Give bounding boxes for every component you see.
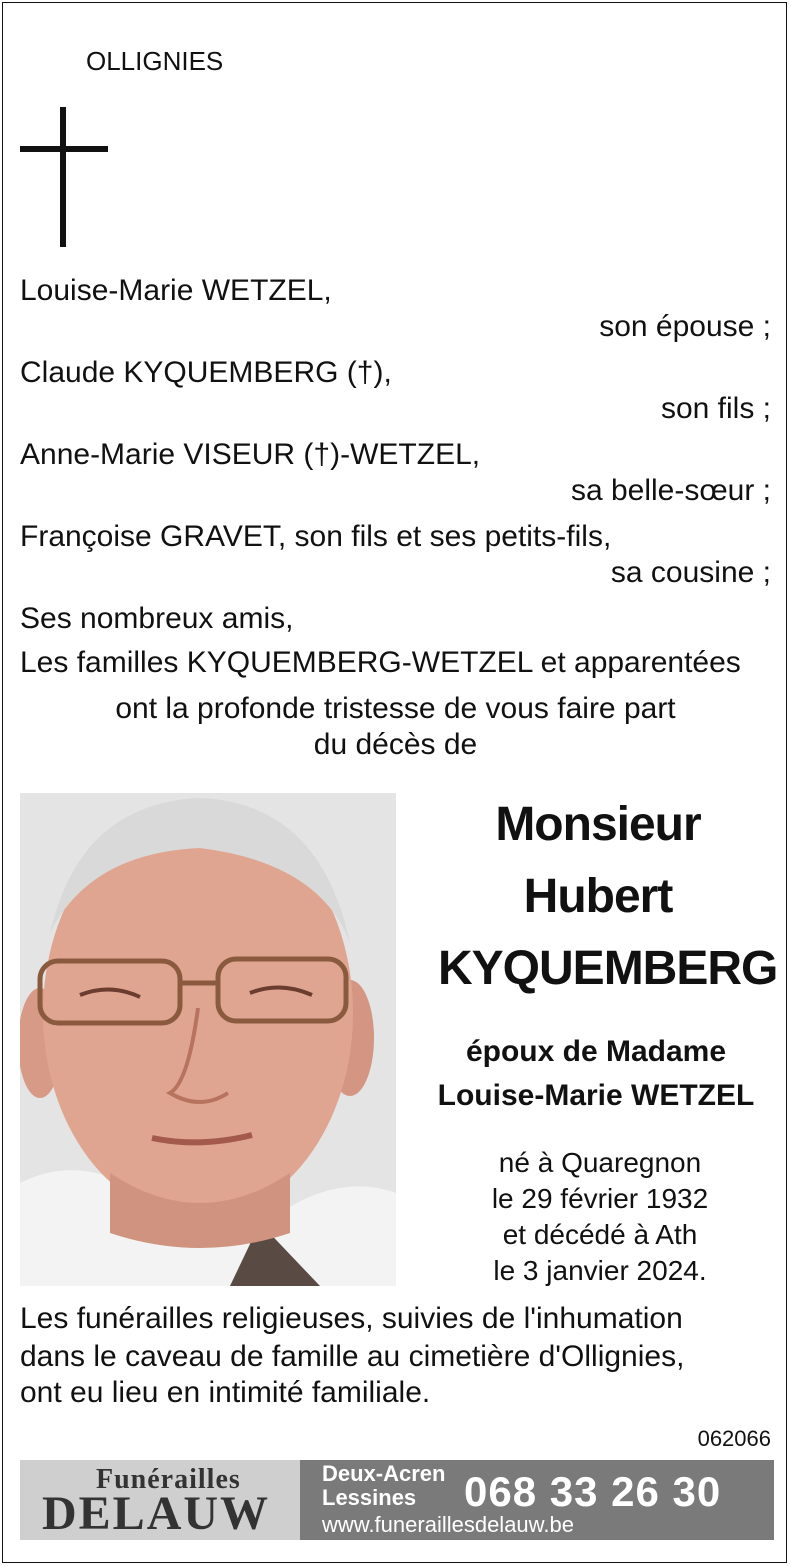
funeral-home-banner (20, 1460, 774, 1540)
portrait-photo (20, 793, 396, 1286)
spouse-line-2: Louise-Marie WETZEL (437, 1079, 755, 1112)
family-member-name: Louise-Marie WETZEL, (20, 274, 332, 307)
deceased-last-name: KYQUEMBERG (438, 942, 778, 995)
funeral-home-logo (20, 1460, 300, 1540)
reference-number: 062066 (697, 1426, 771, 1451)
funeral-line-1: Les funérailles religieuses, suivies de l'inhumation (20, 1302, 683, 1335)
birth-place: né à Quaregnon (498, 1147, 702, 1178)
friends-line: Ses nombreux amis, (20, 602, 294, 635)
family-member-relation: sa cousine ; (610, 556, 771, 589)
deceased-title: Monsieur (495, 798, 701, 851)
place-heading: OLLIGNIES (86, 46, 224, 76)
spouse-line-1: époux de Madame (465, 1035, 727, 1068)
funeral-line-2: dans le caveau de famille au cimetière d'Ollignies, (20, 1340, 685, 1373)
funeral-home-location-1: Deux-Acren (322, 1461, 446, 1486)
deceased-first-name: Hubert (523, 870, 673, 923)
cross-icon-bar (20, 146, 108, 152)
announcement-line-1: ont la profonde tristesse de vous faire part (115, 692, 676, 725)
birth-date: le 29 février 1932 (491, 1183, 709, 1214)
death-date: le 3 janvier 2024. (493, 1255, 707, 1286)
family-member-relation: son fils ; (660, 392, 771, 425)
funeral-home-phone[interactable]: 068 33 26 30 (464, 1468, 722, 1515)
family-member-relation: son épouse ; (599, 310, 771, 343)
portrait-photo-illustration (20, 793, 396, 1286)
announcement-line-2: du décès de (313, 728, 478, 761)
cross-icon (60, 107, 66, 247)
family-member-relation: sa belle-sœur ; (570, 474, 771, 507)
funeral-home-brand-top: Funérailles (96, 1464, 241, 1495)
family-member-name: Françoise GRAVET, son fils et ses petits-fils, (20, 520, 612, 553)
death-place: et décédé à Ath (502, 1219, 698, 1250)
funeral-home-website[interactable]: www.funeraillesdelauw.be (322, 1512, 574, 1537)
family-member-name: Claude KYQUEMBERG (†), (20, 356, 392, 389)
funeral-home-brand-name: DELAUW (42, 1487, 271, 1540)
funeral-line-3: ont eu lieu en intimité familiale. (20, 1376, 431, 1409)
funeral-home-location-2: Lessines (322, 1485, 417, 1510)
families-line: Les familles KYQUEMBERG-WETZEL et apparentées (20, 646, 741, 679)
funeral-home-contact (300, 1460, 774, 1540)
family-member-name: Anne-Marie VISEUR (†)-WETZEL, (20, 438, 481, 471)
